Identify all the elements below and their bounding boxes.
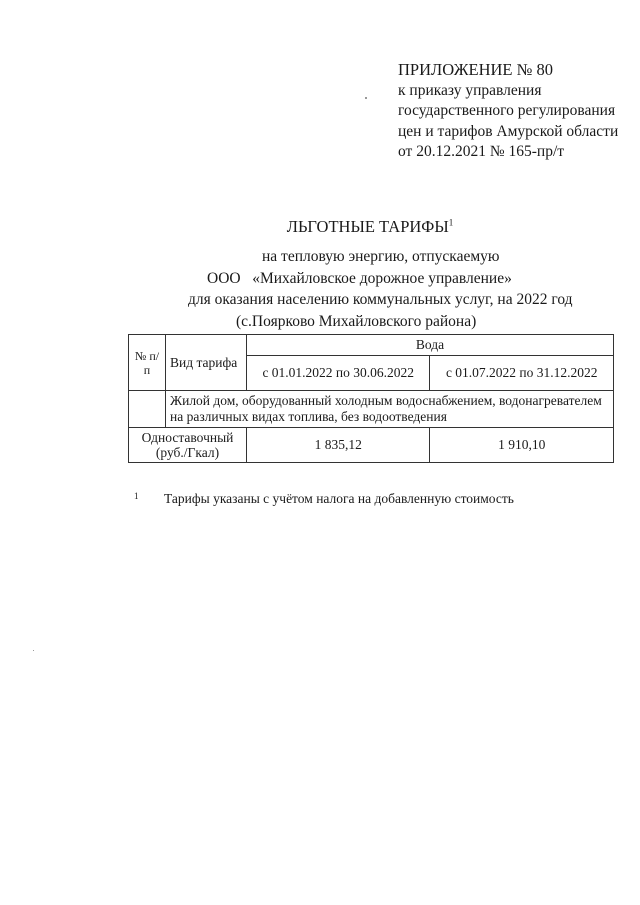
title-text: ЛЬГОТНЫЕ ТАРИФЫ	[286, 217, 449, 236]
description-number-cell	[129, 391, 166, 428]
row-label-single-rate: Одноставочный (руб./Гкал)	[129, 428, 247, 463]
scan-speck	[33, 650, 34, 651]
appendix-line-2: к приказу управления	[398, 81, 542, 99]
header-water: Вода	[247, 335, 614, 356]
scan-speck	[365, 97, 367, 99]
appendix-order-date: от 20.12.2021 № 165-пр/т	[398, 143, 565, 160]
subtitle-line-1: на тепловую энергию, отпускаемую	[262, 248, 500, 265]
description-cell: Жилой дом, оборудованный холодным водоснабжением, водонагревателем на различных видах топлива, без водоотведения	[166, 391, 614, 428]
footnote	[134, 491, 514, 507]
document-title	[0, 217, 640, 237]
header-period-2: с 01.07.2022 по 31.12.2022	[430, 356, 614, 391]
title-footnote-mark: 1	[448, 217, 454, 228]
tariff-value-2: 1 910,10	[430, 428, 614, 463]
appendix-line-4: цен и тарифов Амурской области	[398, 122, 619, 140]
subtitle-line-3: для оказания населению коммунальных услуг, на 2022 год	[188, 291, 573, 308]
header-period-1: с 01.01.2022 по 30.06.2022	[247, 356, 430, 391]
subtitle-location: (с.Поярково Михайловского района)	[236, 312, 477, 330]
subtitle-company: ООО «Михайловское дорожное управление»	[207, 269, 512, 287]
tariff-table	[128, 334, 614, 463]
appendix-header	[398, 60, 618, 163]
appendix-line-3: государственного регулирования	[398, 102, 616, 119]
header-tariff-type: Вид тарифа	[166, 335, 247, 391]
appendix-number: ПРИЛОЖЕНИЕ № 80	[398, 60, 553, 79]
footnote-text: Тарифы указаны с учётом налога на добавленную стоимость	[164, 491, 514, 506]
document-subtitle	[0, 246, 640, 332]
header-number: № п/п	[129, 335, 166, 391]
tariff-value-1: 1 835,12	[247, 428, 430, 463]
footnote-mark: 1	[134, 491, 139, 501]
